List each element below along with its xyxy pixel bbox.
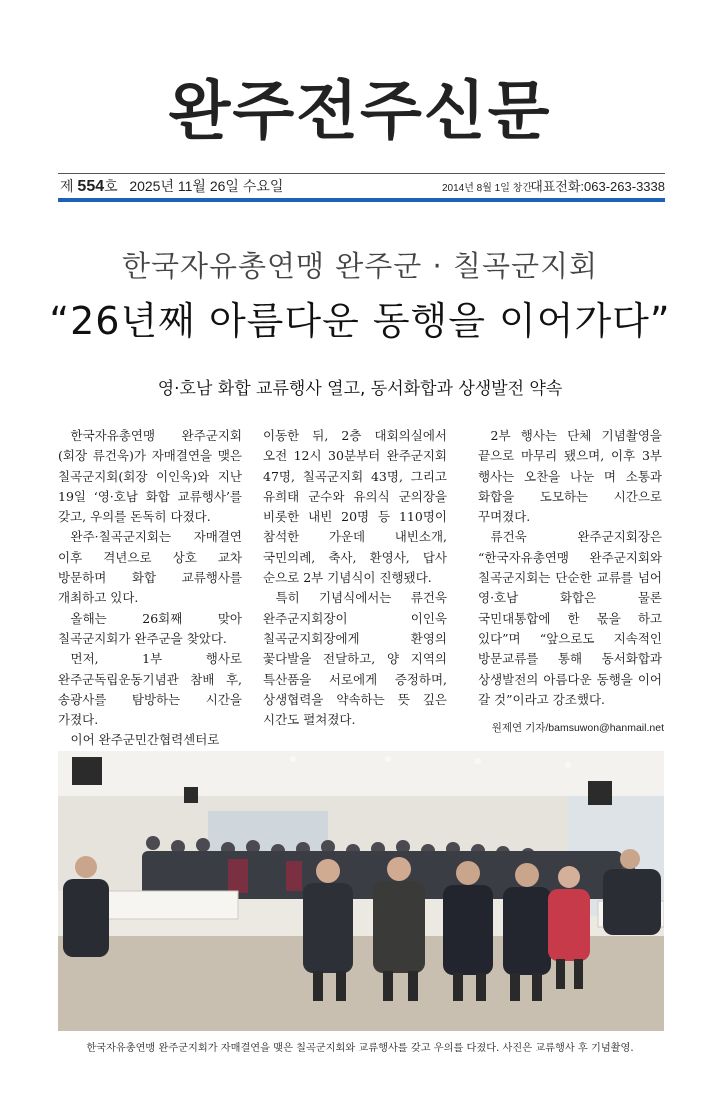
reporter-byline: 원제연 기자/bamsuwon@hanmail.net (491, 722, 664, 734)
article-headline: “26년째 아름다운 동행을 이어가다” (49, 299, 671, 343)
paragraph: 올해는 26회째 맞아 칠곡군지회가 완주군을 찾았다. (58, 610, 242, 646)
group-photo-illustration (58, 751, 664, 1031)
photo-caption: 한국자유총연맹 완주군지회가 자매결연을 맺은 칠곡군지회와 교류행사를 갖고 우의를 다졌다. 사진은 교류행사 후 기념촬영. (86, 1043, 634, 1054)
article-column-2 (263, 426, 447, 730)
paragraph: 이어 완주군민간협력센터로 (70, 732, 220, 748)
masthead-top-rule (58, 173, 665, 174)
article-kicker: 한국자유총연맹 완주군 · 칠곡군지회 (121, 249, 599, 283)
issue-date: 2025년 11월 26일 수요일 (129, 178, 284, 194)
founded-date: 2014년 8월 1일 창간 (442, 183, 533, 194)
issue-info-bar (58, 176, 665, 198)
article-subhead: 영·호남 화합 교류행사 열고, 동서화합과 상생발전 약속 (157, 379, 563, 399)
paragraph: 2부 행사는 단체 기념촬영을 끝으로 마무리 됐으며, 이후 3부 행사는 오찬을 나눈 며 소통과 화합을 도모하는 시간으로 꾸며졌다. (478, 428, 662, 525)
paragraph: 완주·칠곡군지회는 자매결연 이후 격년으로 상호 교차 방문하며 화합 교류행사를 개최하고 있다. (58, 529, 242, 606)
issue-number: 554 (77, 178, 105, 195)
paragraph: 이동한 뒤, 2층 대회의실에서 오전 12시 30분부터 완주군지회 47명, 칠곡군지회 43명, 그리고 유희태 군수와 유의식 군의장을 비롯한 내빈 20명 등 110명이 참석한 가운데 내빈소개, 국민의례, 축사, 환영사, 답사 순으로 2부 기념식이 진행됐다. (263, 428, 447, 586)
masthead-accent-rule (58, 198, 665, 202)
paragraph: 먼저, 1부 행사로 완주군독립운동기념관 참배 후, 송광사를 탐방하는 시간을 가졌다. (58, 651, 242, 728)
group-photo (58, 751, 664, 1031)
paragraph: 특히 기념식에서는 류건욱 완주군지회장이 이인욱 칠곡군지회장에게 환영의 꽃다발을 전달하고, 양 지역의 특산품을 서로에게 증정하며, 상생협력을 약속하는 뜻 깊은 시간도 펼쳐졌다. (263, 590, 447, 728)
article-column-1 (58, 426, 242, 751)
issue-suffix: 호 (104, 178, 118, 194)
article-column-3 (478, 426, 662, 710)
paragraph: 한국자유총연맹 완주군지회(회장 류건욱)가 자매결연을 맺은 칠곡군지회(회장 이인욱)와 지난 19일 ‘영·호남 화합 교류행사’를 갖고, 우의를 돈독히 다졌다. (58, 428, 242, 525)
paragraph: 류건욱 완주군지회장은 “한국자유총연맹 완주군지회와 칠곡군지회는 단순한 교류를 넘어 영·호남 화합은 물론 국민대통합에 한 몫을 하고 있다”며 “앞으로도 지속적인 방문교류를 통해 동서화합과 상생발전의 아름다운 동행을 이어 갈 것”이라고 강조했다. (478, 529, 662, 707)
issue-number-date (60, 176, 283, 196)
newspaper-masthead: 완주전주신문 (168, 75, 552, 149)
issue-prefix: 제 (60, 178, 74, 194)
phone-number: 대표전화:063-263-3338 (530, 179, 665, 194)
